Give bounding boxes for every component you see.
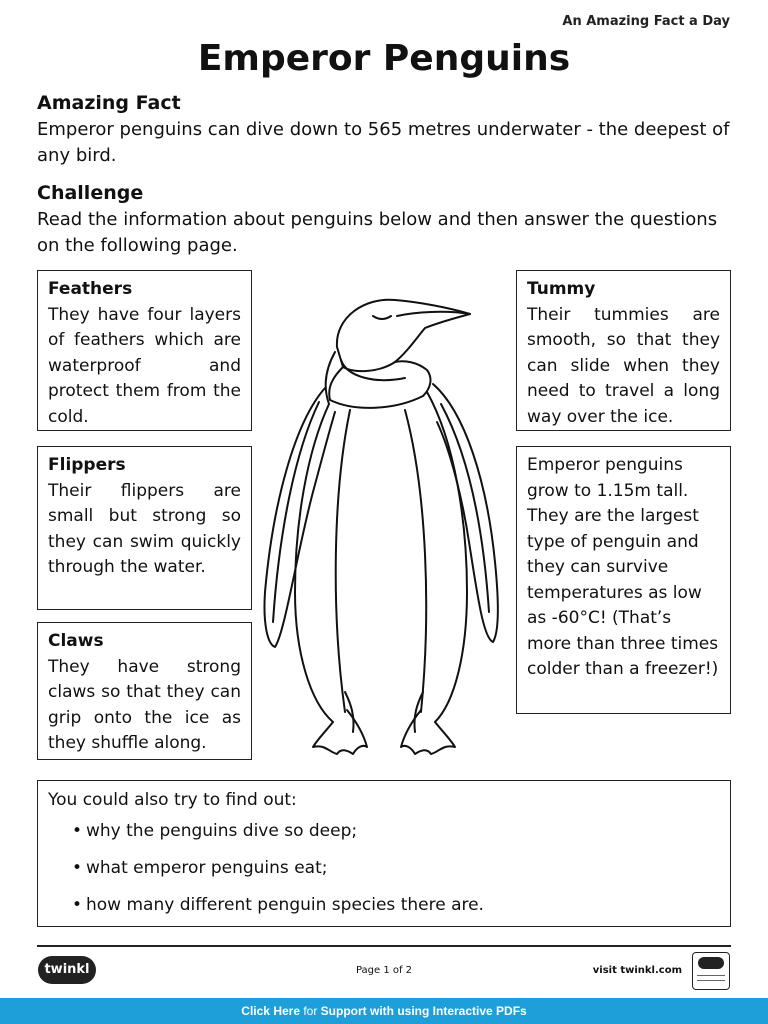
claws-box	[37, 622, 252, 760]
bullet-icon: •	[72, 895, 83, 915]
series-tag: An Amazing Fact a Day	[562, 14, 730, 29]
find-out-intro: You could also try to find out:	[48, 790, 297, 810]
twinkl-logo[interactable]: twinkl	[38, 956, 96, 984]
click-here-link[interactable]: Click Here	[241, 1004, 300, 1018]
bullet-icon: •	[72, 821, 83, 841]
quality-standard-badge-icon	[692, 952, 730, 990]
amazing-fact-heading: Amazing Fact	[37, 92, 181, 114]
footer-divider	[37, 945, 731, 947]
feathers-text: They have four layers of feathers which are waterproof and protect them from the cold.	[48, 304, 241, 427]
list-item: • what emperor penguins eat;	[72, 858, 328, 878]
claws-heading: Claws	[48, 631, 104, 651]
bullet-icon: •	[72, 858, 83, 878]
visit-link[interactable]: visit twinkl.com	[592, 965, 682, 976]
flippers-heading: Flippers	[48, 455, 126, 475]
support-bar[interactable]: Click Here for Support with using Interactive PDFs	[0, 998, 768, 1024]
tummy-box	[516, 270, 731, 431]
challenge-heading: Challenge	[37, 182, 144, 204]
penguin-illustration	[255, 292, 515, 768]
feathers-box	[37, 270, 252, 431]
claws-text: They have strong claws so that they can grip onto the ice as they shuffle along.	[48, 656, 241, 753]
page-title: Emperor Penguins	[197, 38, 571, 79]
find-out-box	[37, 780, 731, 927]
size-box	[516, 446, 731, 714]
flippers-text: Their flippers are small but strong so they can swim quickly through the water.	[48, 480, 241, 577]
list-item: • how many different penguin species there are.	[72, 895, 484, 915]
feathers-heading: Feathers	[48, 279, 133, 299]
support-link[interactable]: Support with using Interactive PDFs	[320, 1004, 527, 1018]
size-text: Emperor penguins grow to 1.15m tall. They are the largest type of penguin and they can survive temperatures as low as -60°C! (That’s more than three times colder than a freezer!)	[527, 455, 719, 679]
tummy-text: Their tummies are smooth, so that they can slide when they need to travel a long way over the ice.	[527, 304, 720, 427]
challenge-text: Read the information about penguins below and then answer the questions on the following page.	[37, 209, 718, 256]
list-item: • why the penguins dive so deep;	[72, 821, 358, 841]
flippers-box	[37, 446, 252, 610]
page-number: Page 1 of 2	[355, 965, 413, 976]
amazing-fact-text: Emperor penguins can dive down to 565 metres underwater - the deepest of any bird.	[37, 119, 730, 166]
tummy-heading: Tummy	[527, 279, 596, 299]
find-out-list	[48, 819, 720, 917]
